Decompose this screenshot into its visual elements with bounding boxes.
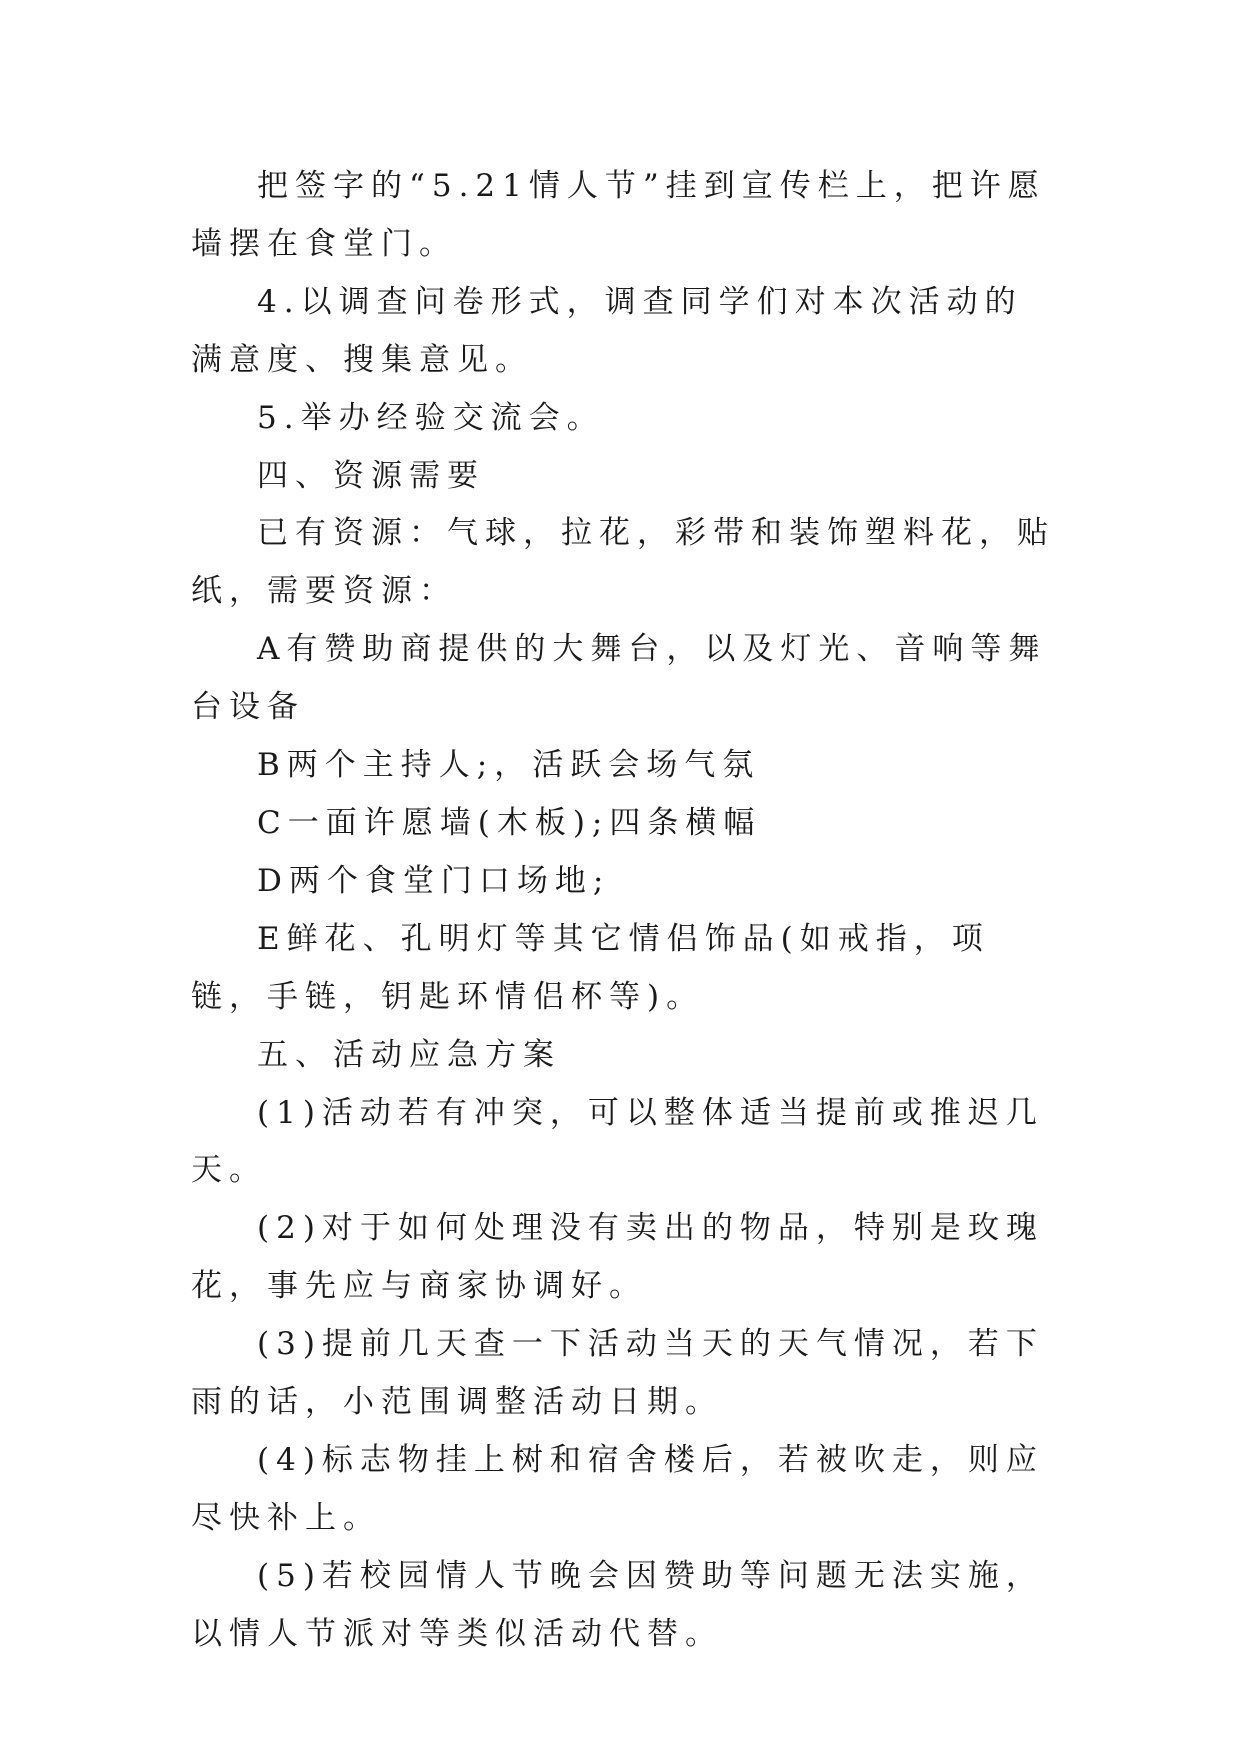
paragraph-3: 5.举办经验交流会。 xyxy=(257,399,605,436)
list-item-c: C一面许愿墙(木板);四条横幅 xyxy=(257,804,762,841)
list-item-e: E鲜花、孔明灯等其它情侣饰品(如戒指，项链，手链，钥匙环情侣杯等)。 xyxy=(191,920,990,1015)
paragraph-2: 4.以调查问卷形式，调查同学们对本次活动的满意度、搜集意见。 xyxy=(191,283,1023,378)
paragraph-1: 把签字的“5.21情人节”挂到宣传栏上，把许愿墙摆在食堂门。 xyxy=(191,168,1046,262)
section-heading-emergency: 五、活动应急方案 xyxy=(257,1036,561,1073)
list-item-b: B两个主持人;，活跃会场气氛 xyxy=(257,747,761,784)
section-heading-resources: 四、资源需要 xyxy=(257,457,485,494)
emergency-item-2: (2)对于如何处理没有卖出的物品，特别是玫瑰花，事先应与商家协调好。 xyxy=(191,1210,1044,1305)
emergency-item-5: (5)若校园情人节晚会因赞助等问题无法实施，以情人节派对等类似活动代替。 xyxy=(191,1557,1044,1652)
document-body xyxy=(191,158,1055,1664)
paragraph-5: 已有资源：气球，拉花，彩带和装饰塑料花，贴纸，需要资源： xyxy=(191,515,1055,610)
list-item-a: A有赞助商提供的大舞台，以及灯光、音响等舞台设备 xyxy=(191,631,1047,726)
list-item-d: D两个食堂门口场地; xyxy=(257,862,611,899)
emergency-item-3: (3)提前几天查一下活动当天的天气情况，若下雨的话，小范围调整活动日期。 xyxy=(191,1326,1044,1421)
emergency-item-4: (4)标志物挂上树和宿舍楼后，若被吹走，则应尽快补上。 xyxy=(191,1441,1044,1536)
emergency-item-1: (1)活动若有冲突，可以整体适当提前或推迟几天。 xyxy=(191,1094,1044,1189)
